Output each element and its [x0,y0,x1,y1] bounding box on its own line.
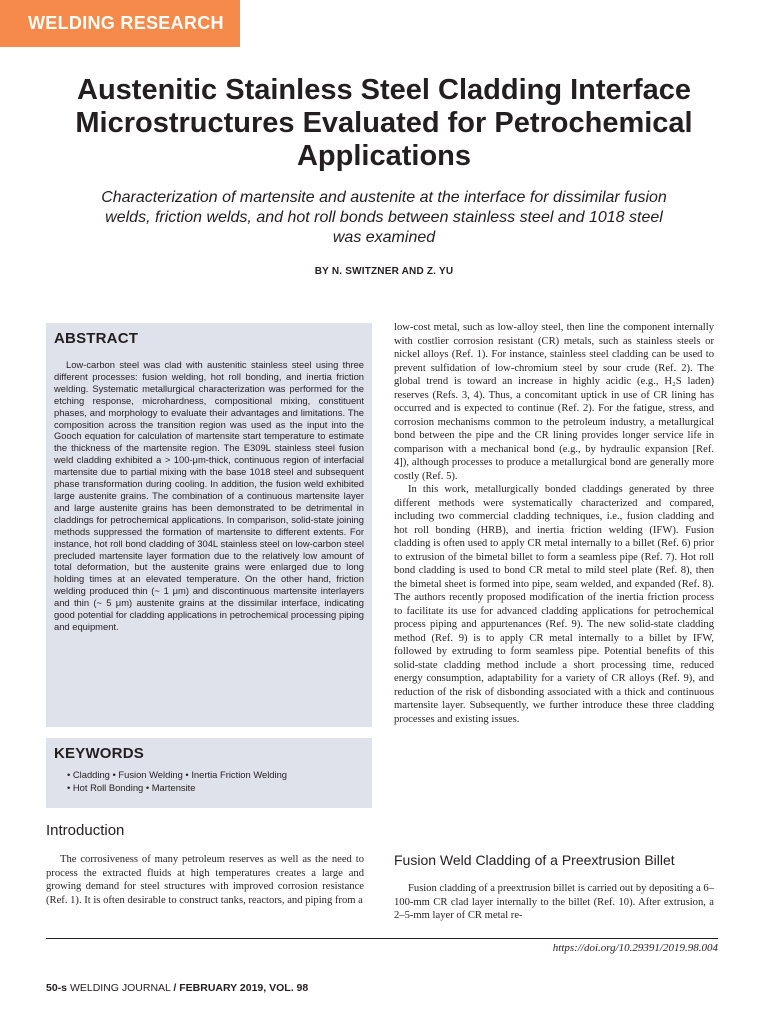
abstract-text: Low-carbon steel was clad with austenitic stainless steel using three different processes: fusion welding, hot roll bonding, and inertia friction welding. Systematic metallurgical characterization was performed for the etching response, microhardness, compositional mixing, constituent phases, and morphology to evaluate their advantages and limitations. The composition across the transition region was used as the input into the Gooch equation for calculation of martensite start temperature to estimate the thickness of the martensite region. The E309L stainless steel fusion weld cladding exhibited a > 100-μm-thick, continuous region of interfacial martensite due to partial mixing with the base 1018 steel and subsequent phase transformation during cooling. In addition, the fusion weld exhibited large austenite grains. The combination of a continuous martensite layer and large austenite grains has been demonstrated to be detrimental in claddings for petrochemical applications. In comparison, solid-state joining methods suppressed the formation of martensite to different extents. For instance, hot roll bond cladding of 304L stainless steel on low-carbon steel precluded martensite layer formation due to the relatively low amount of total deformation, but the austenite grains were enlarged due to long holding times at an elevated temperature. On the other hand, friction welding produced thin (~ 1 μm) and discontinuous martensite interlayers and thin (~ 5 μm) austenite grains at the dissimilar interface, indicating good potential for cladding applications in petrochemical processing piping and equipment. [54,359,364,632]
abstract-heading: ABSTRACT [54,330,139,347]
section-banner-label: WELDING RESEARCH [28,13,224,33]
abstract-box [46,323,372,727]
journal-name: WELDING JOURNAL [69,982,171,994]
right-paragraph-2: In this work, metallurgically bonded claddings generated by three different methods were systematically characterized and compared, including two commercial cladding techniques, i.e., fusion cladding and hot roll bonding (HRB), and inertia friction welding (IFW). Fusion cladding is often used to apply CR metal internally to a billet (Ref. 6) prior to extrusion of the bimetal billet to form a seamless pipe (Ref. 7). Hot roll bond cladding is used to bond CR metal to mild steel plate (Ref. 8), then the bimetal sheet is formed into pipe, seam welded, and expanded (Ref. 8). The authors recently proposed modification of the inertia friction process to facilitate its use for advanced cladding applications for petrochemical process piping and appurtenances (Ref. 9). The new solid-state cladding method (Ref. 9) is to apply CR metal internally to a billet by IFW, followed by extruding to form seamless pipe. Potential benefits of this solid-state cladding method include a short processing time, reduced energy consumption, adaptability for a variety of CR alloys (Ref. 9), and reduction of the risk of disbonding associated with a thick and continuous martensite layer. Subsequently, we further introduce these three cladding processes and existing issues. [394,484,714,725]
right-column-body [394,321,714,726]
section-banner [0,0,240,47]
introduction-heading: Introduction [46,822,125,839]
keywords-line-2: • Hot Roll Bonding • Martensite [67,782,196,793]
footer-rule [46,938,718,939]
keywords-line-1: • Cladding • Fusion Welding • Inertia Friction Welding [67,769,288,780]
doi-link[interactable]: https://doi.org/10.29391/2019.98.004 [552,942,718,954]
article-subtitle: Characterization of martensite and austenite at the interface for dissimilar fusion welds, friction welds, and hot roll bonds between stainless steel and 1018 steel was examined [101,189,667,246]
fusion-cladding-heading: Fusion Weld Cladding of a Preextrusion Billet [394,852,675,868]
right-paragraph-1: low-cost metal, such as low-alloy steel, then line the component internally with costlier corrosion resistant (CR) metals, such as stainless steels or nickel alloys (Ref. 1). For instance, stainless steel cladding can be used to prevent sulfidation of low-chromium steel by sour crude (Ref. 2). The global trend is toward an increase in highly acidic (e.g., H₂S laden) reserves (Refs. 3, 4). Thus, a concomitant uptick in use of CR lining has occurred and is expected to continue (Ref. 2). For the fatigue, stress, and corrosion mechanisms common to the petroleum industry, a metallurgical bond between the pipe and the CR lining provides longer service life in comparison with a mechanical bond (e.g., by hydraulic expansion [Ref. 4]), although processes to produce a metallurgical bond are generally more costly (Ref. 5). [394,322,714,482]
article-title: Austenitic Stainless Steel Cladding Interface Microstructures Evaluated for Petrochemical Applications [75,74,693,172]
page-footer [46,982,308,994]
author-byline: BY N. SWITZNER AND Z. YU [314,266,454,277]
keywords-box [46,738,372,808]
right-paragraph-3: Fusion cladding of a preextrusion billet is carried out by depositing a 6–100-mm CR clad layer internally to the billet (Ref. 10). After extrusion, a 2–5-mm layer of CR metal re- [394,883,714,921]
issue-info: / FEBRUARY 2019, VOL. 98 [173,982,309,994]
right-column-continuation [394,882,714,923]
page-number: 50-s [46,982,68,994]
keywords-heading: KEYWORDS [54,745,144,762]
introduction-paragraph: The corrosiveness of many petroleum reserves as well as the need to process the extracted fluids at high temperatures creates a large and growing demand for steel structures with improved corrosion resistance (Ref. 1). It is often desirable to construct tanks, reactors, and piping from a [46,854,364,906]
left-column-body [46,853,364,907]
